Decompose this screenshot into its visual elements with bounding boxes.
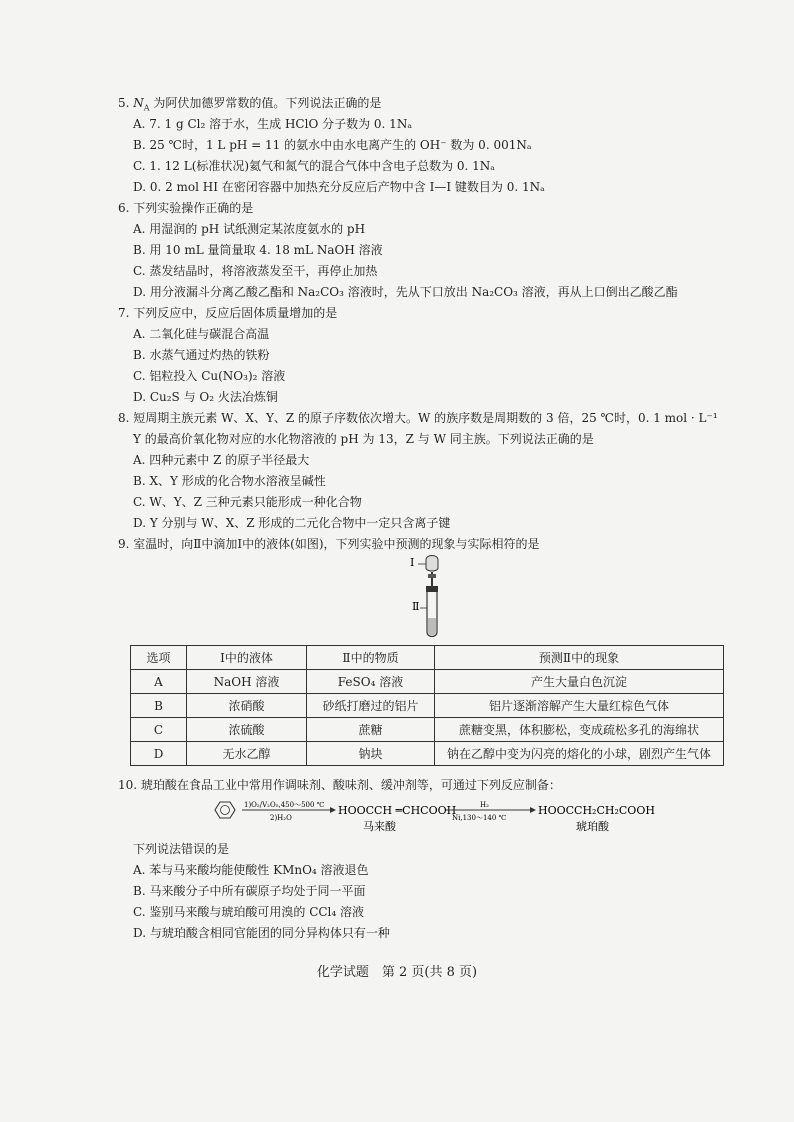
q10-stem: 10. 琥珀酸在食品工业中常用作调味剂、酸味剂、缓冲剂等，可通过下列反应制备：	[118, 778, 561, 792]
q7-option-c: C. 铝粒投入 Cu(NO₃)₂ 溶液	[133, 369, 286, 383]
maleic-acid-formula: HOOCCH ═CHCOOH	[338, 804, 457, 817]
q5-stem: 5. $N_A$ 为阿伏加德罗常数的值。下列说法正确的是	[118, 96, 382, 113]
succinic-acid-name: 琥珀酸	[576, 820, 609, 833]
q10-option-c: C. 鉴别马来酸与琥珀酸可用溴的 CCl₄ 溶液	[133, 905, 365, 919]
q7-option-a: A. 二氧化硅与碳混合高温	[133, 327, 270, 341]
condition-1-bottom: 2)H₂O	[270, 814, 292, 822]
condition-1-top: 1)O₂/V₂O₅,450～500 ℃	[244, 801, 325, 809]
q9-table	[130, 645, 724, 766]
q5-option-a: A. 7. 1 g Cl₂ 溶于水，生成 HClO 分子数为 0. 1Nₐ	[133, 117, 412, 131]
maleic-acid-name: 马来酸	[363, 820, 396, 833]
table-row	[131, 742, 724, 766]
table-cell: 砂纸打磨过的铝片	[307, 694, 435, 718]
q8-option-b: B. X、Y 形成的化合物水溶液呈碱性	[133, 474, 326, 488]
table-cell: 蔗糖变黑，体积膨松，变成疏松多孔的海绵状	[435, 718, 724, 742]
condition-2-bottom: Ni,130～140 ℃	[452, 814, 507, 822]
q5-option-d: D. 0. 2 mol HI 在密闭容器中加热充分反应后产物中含 I—I 键数目为 0. 1Nₐ	[133, 180, 545, 194]
q6-option-a: A. 用湿润的 pH 试纸测定某浓度氨水的 pH	[133, 222, 366, 236]
q7-stem: 7. 下列反应中，反应后固体质量增加的是	[118, 306, 338, 320]
condition-2-top: H₂	[480, 801, 489, 809]
reaction-scheme	[208, 798, 668, 834]
table-cell: 浓硝酸	[187, 694, 307, 718]
q9-stem: 9. 室温时，向Ⅱ中滴加Ⅰ中的液体(如图)，下列实验中预测的现象与实际相符的是	[118, 537, 540, 551]
table-cell: 钠在乙醇中变为闪亮的熔化的小球，剧烈产生气体	[435, 742, 724, 766]
q6-option-d: D. 用分液漏斗分离乙酸乙酯和 Na₂CO₃ 溶液时，先从下口放出 Na₂CO₃ 溶液，再从上口倒出乙酸乙酯	[133, 285, 678, 299]
q10-sub-stem: 下列说法错误的是	[133, 842, 230, 856]
table-cell: NaOH 溶液	[187, 670, 307, 694]
q7-option-d: D. Cu₂S 与 O₂ 火法冶炼铜	[133, 390, 278, 404]
q8-option-d: D. Y 分别与 W、X、Z 形成的二元化合物中一定只含离子键	[133, 516, 451, 530]
table-cell: 蔗糖	[307, 718, 435, 742]
table-header: 预测Ⅱ中的现象	[435, 646, 724, 670]
benzene-ring-icon	[215, 802, 235, 818]
table-cell: 铝片逐渐溶解产生大量红棕色气体	[435, 694, 724, 718]
q8-stem-line1: 8. 短周期主族元素 W、X、Y、Z 的原子序数依次增大。W 的族序数是周期数的 3 倍，25 ℃时，0. 1 mol · L⁻¹	[118, 411, 718, 425]
succinic-acid-formula: HOOCCH₂CH₂COOH	[538, 804, 655, 817]
table-cell: 浓硫酸	[187, 718, 307, 742]
label-I: Ⅰ	[410, 556, 415, 569]
table-cell: D	[131, 742, 187, 766]
table-cell: C	[131, 718, 187, 742]
table-row	[131, 694, 724, 718]
table-row	[131, 718, 724, 742]
table-cell: B	[131, 694, 187, 718]
table-header: 选项	[131, 646, 187, 670]
table-header: Ⅱ中的物质	[307, 646, 435, 670]
dropping-funnel-test-tube-diagram	[408, 552, 468, 642]
q10-option-d: D. 与琥珀酸含相同官能团的同分异构体只有一种	[133, 926, 390, 940]
q10-option-a: A. 苯与马来酸均能使酸性 KMnO₄ 溶液退色	[133, 863, 369, 877]
table-header: Ⅰ中的液体	[187, 646, 307, 670]
q5-option-b: B. 25 ℃时，1 L pH = 11 的氨水中由水电离产生的 OH⁻ 数为 0. 001Nₐ	[133, 138, 532, 152]
table-cell: FeSO₄ 溶液	[307, 670, 435, 694]
table-cell: 无水乙醇	[187, 742, 307, 766]
q10-option-b: B. 马来酸分子中所有碳原子均处于同一平面	[133, 884, 366, 898]
q7-option-b: B. 水蒸气通过灼热的铁粉	[133, 348, 270, 362]
q6-stem: 6. 下列实验操作正确的是	[118, 201, 254, 215]
q8-option-a: A. 四种元素中 Z 的原子半径最大	[133, 453, 310, 467]
page-footer: 化学试题 第 2 页(共 8 页)	[316, 965, 478, 980]
q8-stem-line2: Y 的最高价氧化物对应的水化物溶液的 pH 为 13，Z 与 W 同主族。下列说法正确的是	[133, 432, 594, 446]
q8-option-c: C. W、Y、Z 三种元素只能形成一种化合物	[133, 495, 362, 509]
table-header-row	[131, 646, 724, 670]
table-row	[131, 670, 724, 694]
q6-option-c: C. 蒸发结晶时，将溶液蒸发至干，再停止加热	[133, 264, 378, 278]
q5-option-c: C. 1. 12 L(标准状况)氦气和氮气的混合气体中含电子总数为 0. 1Nₐ	[133, 159, 495, 173]
q6-option-b: B. 用 10 mL 量筒量取 4. 18 mL NaOH 溶液	[133, 243, 383, 257]
label-II: Ⅱ	[412, 600, 420, 613]
table-cell: A	[131, 670, 187, 694]
table-cell: 钠块	[307, 742, 435, 766]
table-cell: 产生大量白色沉淀	[435, 670, 724, 694]
